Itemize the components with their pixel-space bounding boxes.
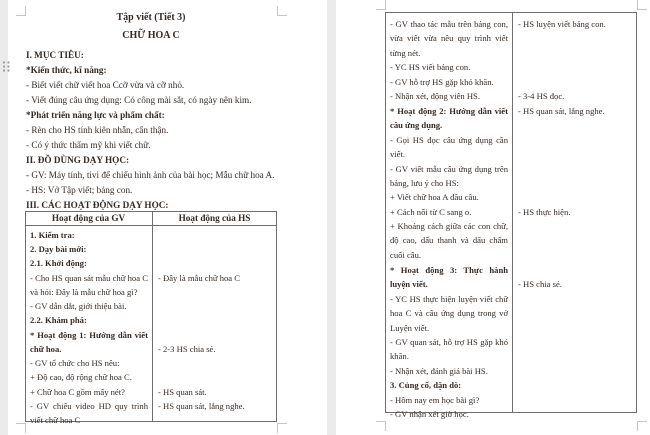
intro-line: - Biết viết chữ viết hoa Ccỡ vừa và cỡ nhỏ.: [26, 80, 185, 90]
hs-note: - HS chia sẻ.: [518, 279, 562, 289]
gv-paragraph: - Nhận xét, đánh giá bài HS.: [390, 366, 488, 376]
hs-note: - Đây là mẫu chữ hoa C: [158, 273, 240, 283]
hs-note: - HS quan sát, lắng nghe.: [518, 106, 605, 116]
intro-line: - GV: Máy tính, tivi để chiếu hình ảnh của bài học; Mẫu chữ hoa A.: [26, 170, 275, 180]
doc-subtitle: CHỮ HOA C: [122, 30, 180, 41]
hs-note: - HS thực hiện.: [518, 207, 571, 217]
gv-paragraph: * Hoạt động 2: Hướng dẫn viết câu ứng dụng.: [390, 106, 508, 131]
doc-title: Tập viết (Tiết 3): [116, 12, 186, 23]
gv-paragraph: - Hôm nay em học bài gì?: [390, 395, 480, 405]
gv-paragraph: - Nhận xét, động viên HS.: [390, 91, 480, 101]
gv-paragraph: + Chữ hoa C gồm mấy nét?: [30, 387, 125, 397]
intro-line: - Rèn cho HS tính kiên nhẫn, cẩn thận.: [26, 125, 169, 135]
gv-paragraph: 2. Dạy bài mới:: [30, 244, 87, 254]
table-header-underline: [25, 225, 276, 226]
crop-mark: [16, 423, 26, 433]
gv-paragraph: - Cho HS quan sát mẫu chữ hoa C và hỏi: Đây là mẫu chữ hoa gì?: [30, 273, 148, 298]
gv-paragraph: - YC HS viết bảng con.: [390, 62, 471, 72]
gv-paragraph: * Hoạt động 1: Hướng dẫn viết chữ hoa.: [30, 330, 148, 355]
gv-paragraph: - GV nhận xét giờ học.: [390, 409, 469, 419]
intro-line: - Viết đúng câu ứng dụng: Có công mài sắt, có ngày nên kim.: [26, 95, 252, 105]
hs-note: - 2-3 HS chia sẻ.: [158, 344, 216, 354]
gv-paragraph: - GV tổ chức cho HS nêu:: [30, 358, 120, 368]
gv-paragraph: - GV hỗ trợ HS gặp khó khăn.: [390, 77, 494, 87]
gv-paragraph: - GV thao tác mẫu trên bảng con, vừa viết vừa nêu quy trình viết từng nét.: [390, 19, 508, 58]
hs-note: - HS luyện viết bảng con.: [518, 19, 606, 29]
intro-line: - HS: Vở Tập viết; bảng con.: [26, 185, 133, 195]
gv-paragraph: + Độ cao, độ rộng chữ hoa C.: [30, 372, 132, 382]
hs-note: - HS quan sát, lắng nghe.: [158, 401, 245, 411]
gv-paragraph: * Hoạt động 3: Thực hành luyện viết.: [390, 265, 508, 290]
drag-handle-icon[interactable]: [2, 60, 11, 73]
crop-mark: [637, 421, 647, 431]
gv-paragraph: - Gọi HS đọc câu ứng dụng cần viết.: [390, 135, 508, 160]
section-heading-muc-tieu: I. MỤC TIÊU:: [26, 50, 84, 60]
gv-paragraph: 2.2. Khám phá:: [30, 315, 87, 325]
section-heading-do-dung: II. ĐỒ DÙNG DẠY HỌC:: [26, 155, 130, 165]
intro-line: *Kiến thức, kĩ năng:: [26, 65, 107, 75]
table-column-divider: [152, 211, 153, 421]
hs-note: - 3-4 HS đọc.: [518, 91, 565, 101]
intro-line: - Có ý thức thẩm mỹ khi viết chữ.: [26, 140, 151, 150]
table-header-hs: Hoạt động của HS: [178, 213, 251, 223]
gv-paragraph: 1. Kiểm tra:: [30, 230, 75, 240]
gv-paragraph: + Khoảng cách giữa các con chữ, độ cao, dấu thanh và dấu chấm cuối câu.: [390, 221, 508, 260]
gv-paragraph: 3. Củng cố, dặn dò:: [390, 380, 462, 390]
intro-line: *Phát triển năng lực và phẩm chất:: [26, 110, 165, 120]
gv-paragraph: - GV viết mẫu câu ứng dụng trên bảng, lưu ý cho HS:: [390, 164, 508, 189]
gv-paragraph: + Viết chữ hoa A đầu câu.: [390, 192, 479, 202]
gv-paragraph: + Cách nối từ C sang o.: [390, 207, 472, 217]
crop-mark: [376, 0, 386, 10]
crop-mark: [277, 6, 287, 16]
crop-mark: [277, 423, 287, 433]
section-heading-hoat-dong: III. CÁC HOẠT ĐỘNG DẠY HỌC:: [26, 200, 169, 210]
gv-paragraph: - GV dẫn dắt, giới thiệu bài.: [30, 301, 127, 311]
table-column-divider: [512, 12, 513, 413]
table-header-gv: Hoạt động của GV: [51, 213, 126, 223]
crop-mark: [637, 0, 647, 10]
gv-paragraph: - GV quan sát, hỗ trợ HS gặp khó khăn.: [390, 337, 508, 362]
gv-paragraph: - YC HS thực hiện luyện viết chữ hoa C và câu ứng dụng trong vở Luyện viết.: [390, 294, 508, 333]
hs-note: - HS quan sát.: [158, 387, 207, 397]
crop-mark: [376, 421, 386, 431]
gv-paragraph: 2.1. Khởi động:: [30, 258, 87, 268]
gv-paragraph: - GV chiếu video HD quy trình viết chữ hoa C: [30, 401, 148, 426]
